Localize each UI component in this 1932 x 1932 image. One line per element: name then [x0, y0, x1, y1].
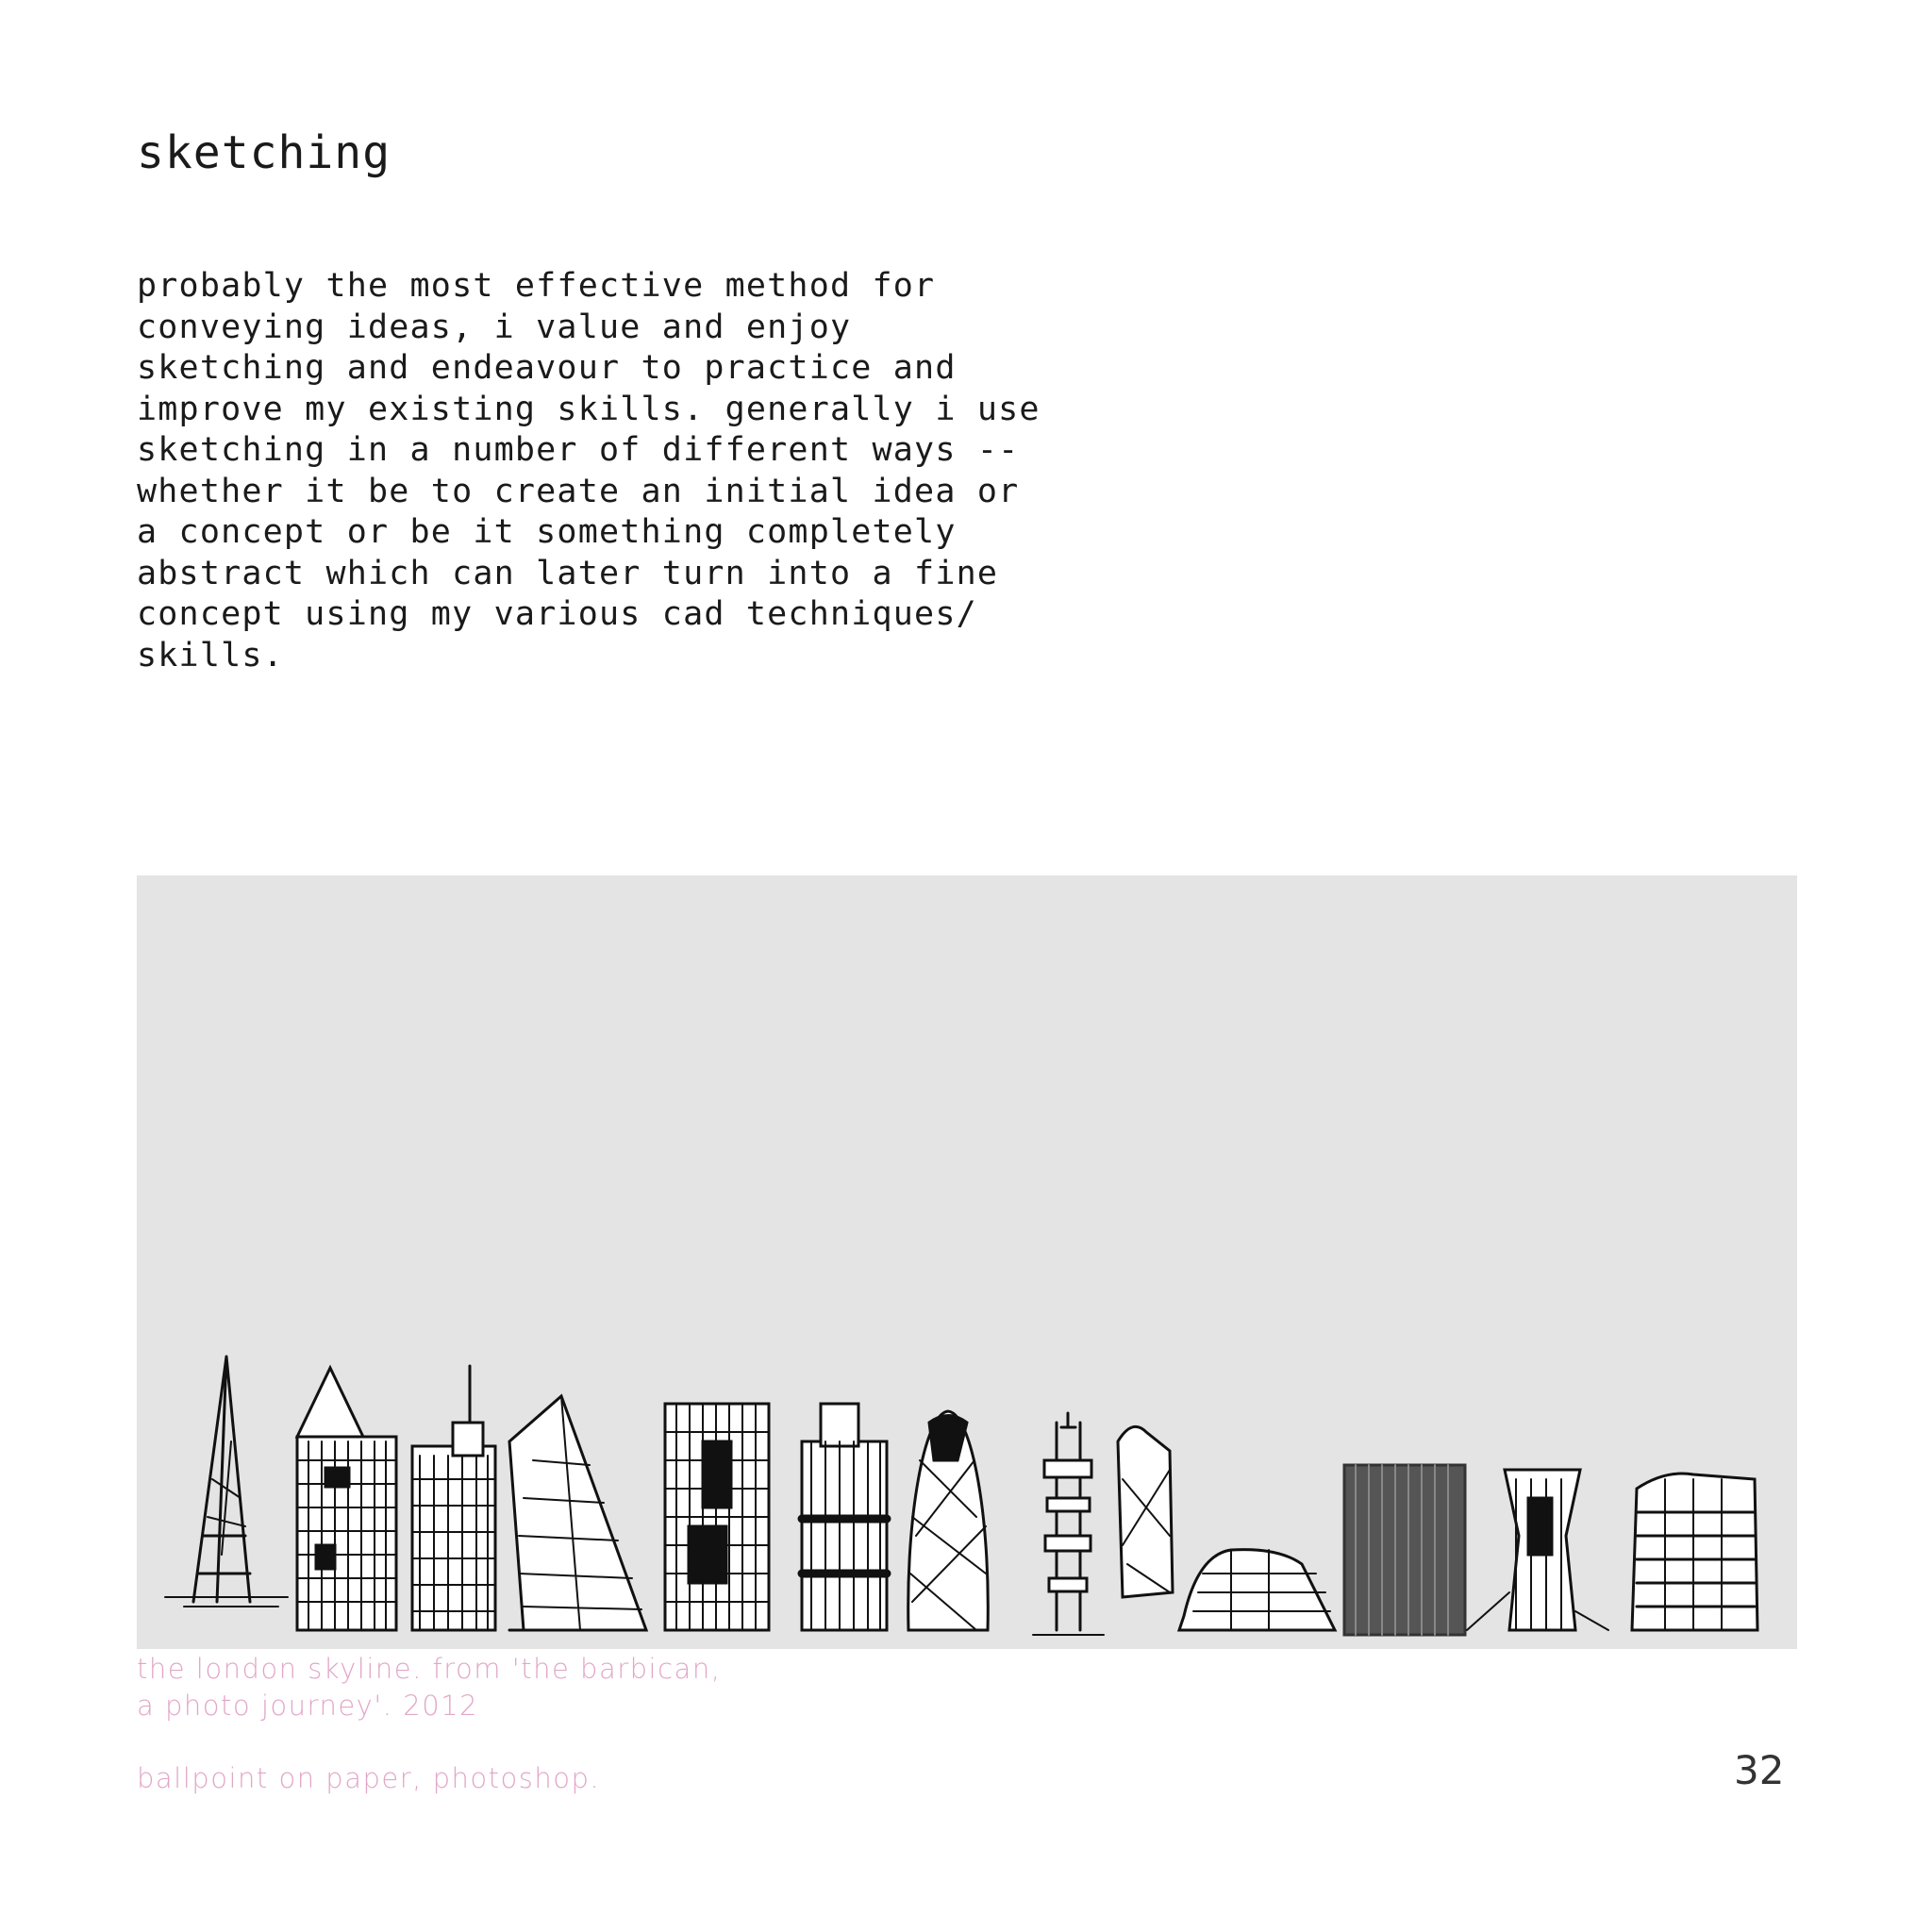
cheesegrater-sketch [509, 1396, 646, 1630]
canada-square-sketch [297, 1368, 396, 1630]
walkie-talkie-sketch [1179, 1550, 1335, 1630]
barbican-tower-sketch [1632, 1474, 1757, 1630]
gherkin-sketch [908, 1411, 989, 1630]
skyline-sketch-image [137, 875, 1797, 1649]
broadgate-sketch [665, 1404, 769, 1630]
centre-point-sketch [1344, 1465, 1465, 1635]
tower-42-sketch [802, 1404, 887, 1630]
strata-sketch [1118, 1426, 1173, 1597]
caption-line-2: a photo journey'. 2012 [137, 1690, 479, 1722]
caption-line-1: the london skyline. from 'the barbican, [137, 1653, 722, 1685]
bt-tower-sketch [1033, 1413, 1104, 1635]
page-number: 32 [1734, 1747, 1785, 1793]
body-paragraph: probably the most effective method for conveying ideas, i value and enjoy sketching and endeavour to practice and improve my existing skills. generally i use sketching in a number of different ways -- whether it be to create an initial idea or a concept or be it something completely abstract which can later turn into a fine concept using my various cad techniques/ skills. [137, 267, 1041, 675]
caption-medium: ballpoint on paper, photoshop. [137, 1762, 601, 1794]
heron-tower-sketch [412, 1366, 495, 1630]
skyline-sketch-figure [137, 875, 1797, 1649]
lloyds-sketch [1467, 1470, 1608, 1630]
shard-sketch [165, 1357, 288, 1607]
page-title: sketching [137, 126, 391, 179]
figure-caption [137, 1651, 721, 1797]
